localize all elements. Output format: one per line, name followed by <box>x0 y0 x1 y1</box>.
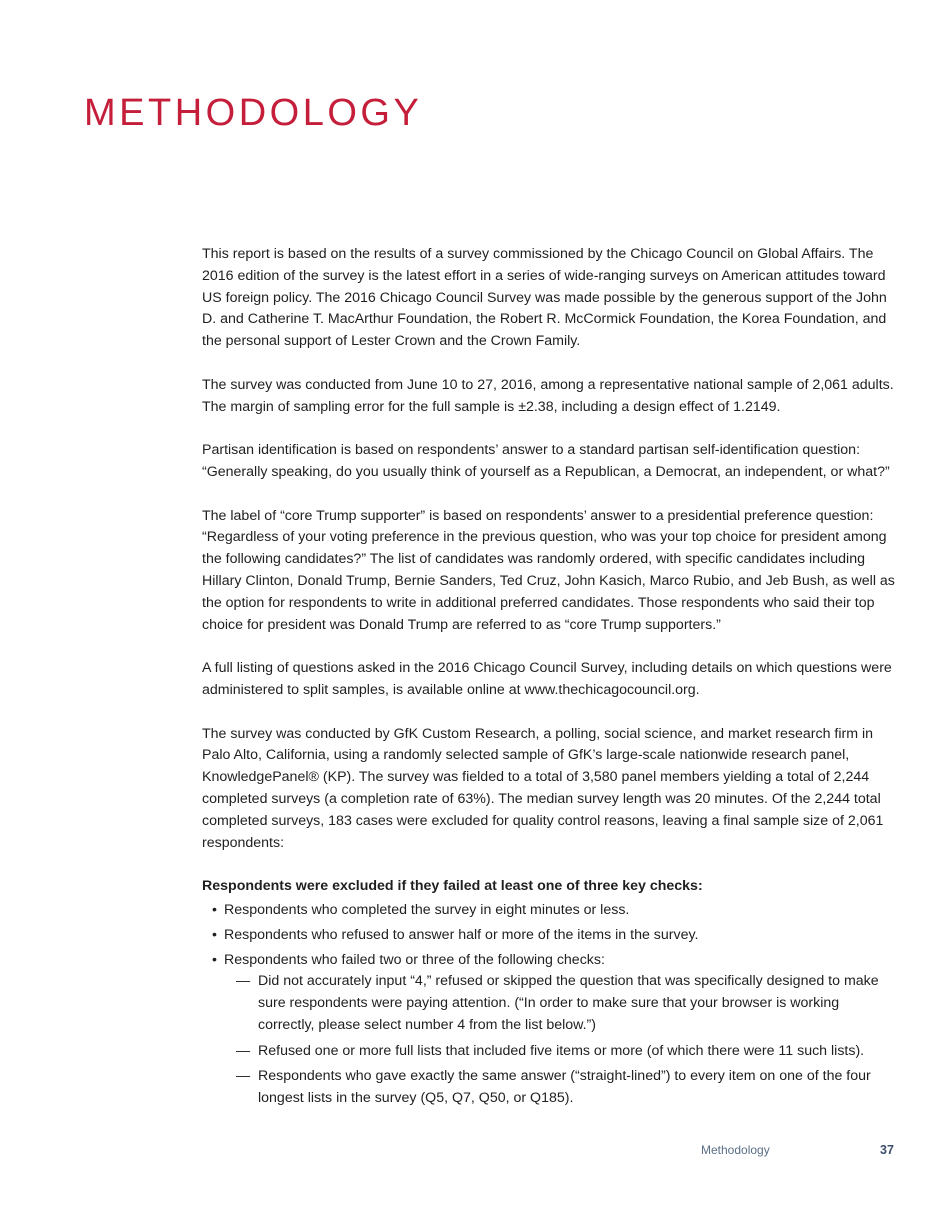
checks-sublist <box>224 971 898 1110</box>
list-item <box>212 925 898 947</box>
paragraph-gfk: The survey was conducted by GfK Custom Research, a polling, social science, and market research firm in Palo Alto, California, using a randomly selected sample of GfK’s large-scale nationwide research panel, KnowledgePanel® (KP). The survey was fielded to a total of 3,580 panel members yielding a total of 2,244 completed surveys (a completion rate of 63%). The median survey length was 20 minutes. Of the 2,244 total completed surveys, 183 cases were excluded for quality control reasons, leaving a final sample size of 2,061 respondents: <box>202 725 884 851</box>
paragraph-core-trump: The label of “core Trump supporter” is based on respondents’ answer to a presidential preference question: “Regardless of your voting preference in the previous question, who was your top choice for president among the following candidates?” The list of candidates was randomly ordered, with specific candidates including Hillary Clinton, Donald Trump, Bernie Sanders, Ted Cruz, John Kasich, Marco Rubio, and Jeb Bush, as well as the option for respondents to write in additional preferred candidates. Those respondents who said their top choice for president was Donald Trump are referred to as “core Trump supporters.” <box>202 507 895 633</box>
bullet-icon: • <box>212 951 217 968</box>
footer-section-name: Methodology <box>701 1143 770 1157</box>
exclusions-list <box>202 900 898 1110</box>
paragraph-survey-intro: This report is based on the results of a survey commissioned by the Chicago Council on Global Affairs. The 2016 edition of the survey is the latest effort in a series of wide-ranging surveys on American attitudes toward US foreign policy. The 2016 Chicago Council Survey was made possible by the generous support of the John D. and Catherine T. MacArthur Foundation, the Robert R. McCormick Foundation, the Korea Foundation, and the personal support of Lester Crown and the Crown Family. <box>202 246 887 350</box>
sub-list-item <box>236 1041 898 1063</box>
dash-icon: — <box>236 1068 251 1085</box>
paragraph-survey-dates: The survey was conducted from June 10 to 27, 2016, among a representative national sample of 2,061 adults. The margin of sampling error for the full sample is ±2.38, including a design effect of 1.2149. <box>202 376 894 415</box>
body-content <box>202 244 898 1114</box>
sub-list-item-text: Respondents who gave exactly the same answer (“straight-lined”) to every item on one of the four longest lists in the survey (Q5, Q7, Q50, or Q185). <box>258 1068 871 1107</box>
list-item <box>212 950 898 1111</box>
sub-list-item <box>236 971 898 1036</box>
sub-list-item-text: Did not accurately input “4,” refused or skipped the question that was specifically designed to make sure respondents were paying attention. (“In order to make sure that your browser is working correctly, please select number 4 from the list below.”) <box>258 973 879 1033</box>
list-item-text: Respondents who completed the survey in eight minutes or less. <box>224 901 630 918</box>
list-item-text: Respondents who refused to answer half or more of the items in the survey. <box>224 926 699 943</box>
sub-list-item <box>236 1066 898 1110</box>
paragraph-partisan-id: Partisan identification is based on respondents’ answer to a standard partisan self-identification question: “Generally speaking, do you usually think of yourself as a Republican, a Democrat, an independent, or what?” <box>202 442 890 480</box>
bullet-icon: • <box>212 926 217 943</box>
bullet-icon: • <box>212 901 217 918</box>
dash-icon: — <box>236 1042 251 1059</box>
page-title: METHODOLOGY <box>84 92 423 134</box>
page-footer <box>0 1143 950 1161</box>
sub-list-item-text: Refused one or more full lists that included five items or more (of which there were 11 such lists). <box>258 1042 865 1059</box>
page-number: 37 <box>880 1143 894 1157</box>
exclusions-heading: Respondents were excluded if they failed at least one of three key checks: <box>202 878 703 895</box>
paragraph-full-listing: A full listing of questions asked in the 2016 Chicago Council Survey, including details on which questions were administered to split samples, is available online at www.thechicagocouncil.org. <box>202 660 892 698</box>
list-item <box>212 900 898 922</box>
dash-icon: — <box>236 973 251 990</box>
list-item-text: Respondents who failed two or three of the following checks: <box>224 951 605 968</box>
